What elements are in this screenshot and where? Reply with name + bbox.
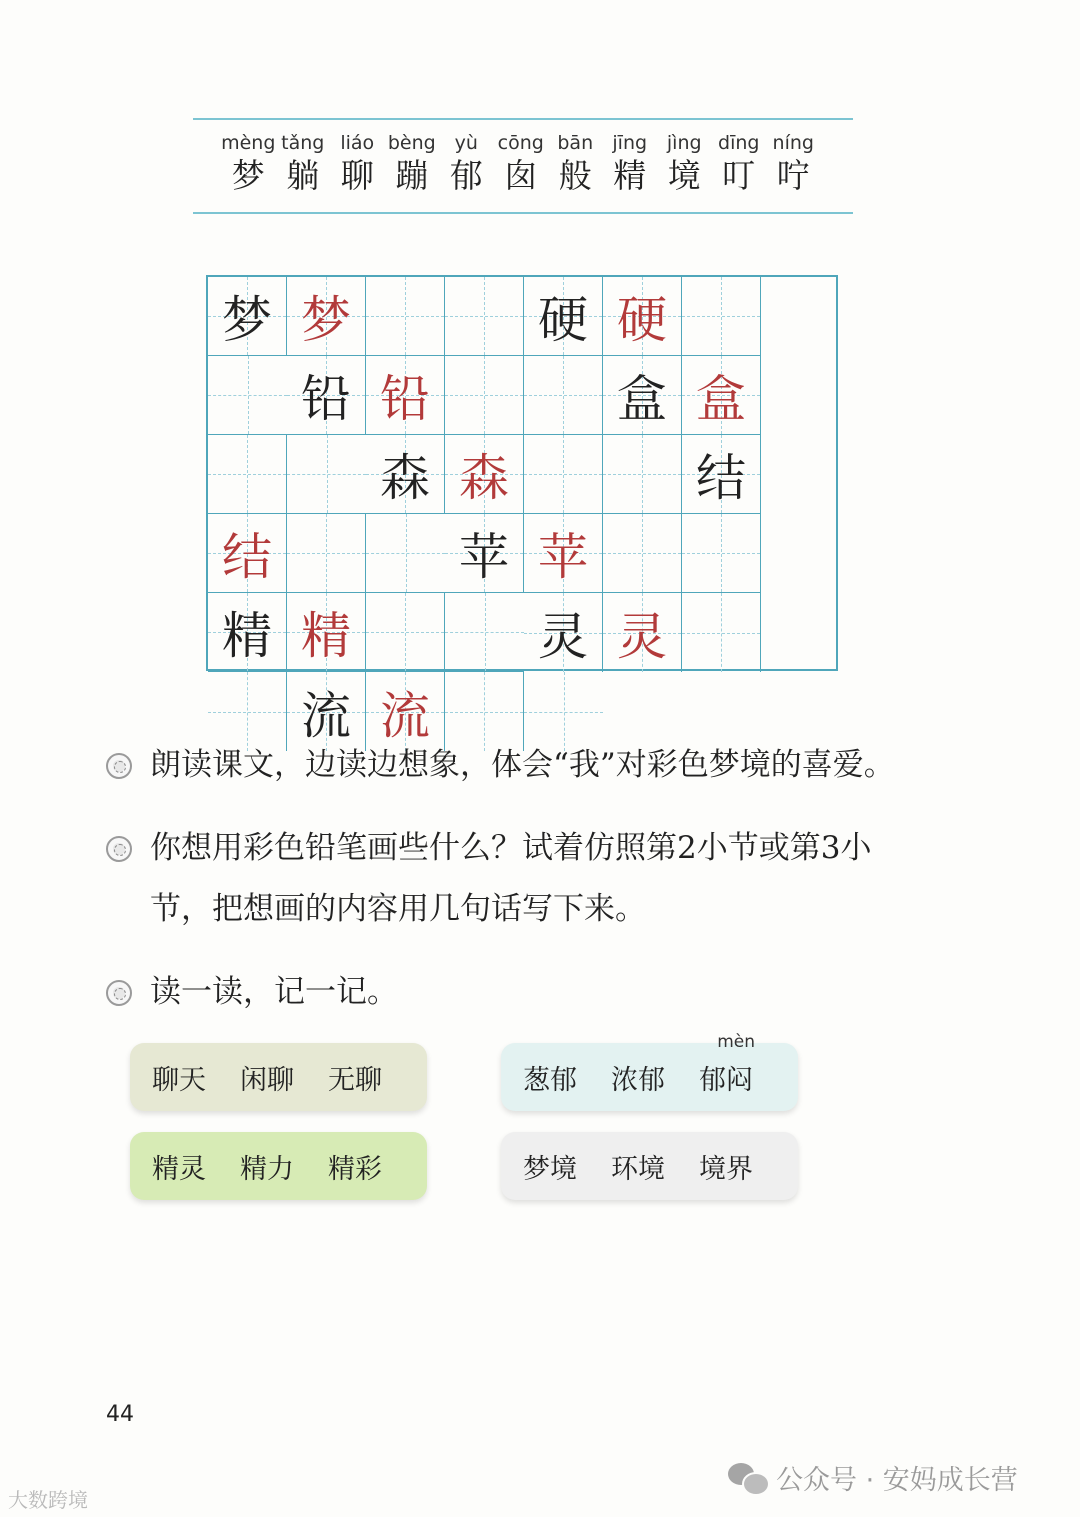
grid-char-text: 结 bbox=[222, 528, 272, 586]
watermark-left: 大数跨境 bbox=[8, 1488, 88, 1512]
grid-char-text: 精 bbox=[222, 607, 272, 665]
grid-char-text: 硬 bbox=[538, 291, 588, 349]
word: 浓郁 bbox=[611, 1064, 665, 1096]
grid-empty-cell bbox=[366, 593, 445, 672]
vocab-pinyin: jìng bbox=[666, 132, 702, 154]
word-group-box bbox=[130, 1132, 427, 1200]
word-pinyin-annotation: mèn bbox=[717, 1031, 755, 1052]
word: 精灵 bbox=[152, 1153, 206, 1185]
grid-model-char bbox=[287, 277, 366, 356]
grid-empty-cell bbox=[445, 277, 524, 356]
vocab-char: 精 bbox=[613, 156, 647, 195]
vocab-char: 囱 bbox=[504, 156, 538, 195]
word: 无聊 bbox=[328, 1064, 382, 1096]
word-group-box bbox=[130, 1043, 427, 1111]
grid-char-text: 森 bbox=[380, 449, 430, 507]
grid-char-text: 流 bbox=[380, 686, 430, 745]
word-group-box bbox=[501, 1031, 798, 1111]
vocab-char: 聊 bbox=[340, 156, 374, 195]
grid-empty-cell bbox=[208, 356, 287, 435]
grid-char-text: 梦 bbox=[222, 291, 272, 349]
grid-empty-cell bbox=[445, 593, 524, 672]
grid-char-text: 精 bbox=[301, 607, 351, 665]
vocab-item bbox=[548, 130, 603, 196]
page-number: 44 bbox=[106, 1402, 134, 1427]
vocab-pinyin: tǎng bbox=[281, 132, 325, 154]
vocab-pinyin: bèng bbox=[387, 132, 436, 154]
word: 梦境 bbox=[523, 1153, 577, 1185]
instruction-2-line-2: 节，把想画的内容用几句话写下来。 bbox=[150, 891, 646, 927]
instruction-1: 朗读课文，边读边想象，体会“我”对彩色梦境的喜爱。 bbox=[150, 747, 895, 783]
word-group-box bbox=[501, 1132, 798, 1200]
grid-char-text: 森 bbox=[459, 449, 509, 507]
vocab-pinyin: yù bbox=[454, 132, 478, 154]
vocab-item bbox=[494, 130, 549, 196]
grid-char-text: 硬 bbox=[617, 291, 667, 349]
grid-model-char bbox=[603, 593, 682, 672]
grid-empty-cell bbox=[603, 435, 682, 514]
grid-char-text: 苹 bbox=[538, 528, 588, 586]
question-icon bbox=[106, 836, 132, 862]
vocab-char: 躺 bbox=[286, 156, 320, 195]
vocab-pinyin: jīng bbox=[612, 132, 648, 154]
grid-empty-cell bbox=[682, 514, 761, 593]
vocab-row bbox=[221, 130, 821, 196]
word: 境界 bbox=[699, 1153, 753, 1185]
grid-empty-cell bbox=[366, 514, 445, 593]
grid-char-text: 流 bbox=[301, 686, 351, 745]
watermark-right bbox=[728, 1458, 1018, 1497]
vocab-char: 梦 bbox=[231, 156, 265, 195]
grid-char bbox=[445, 514, 524, 593]
wechat-icon bbox=[728, 1463, 768, 1493]
grid-empty-cell bbox=[603, 514, 682, 593]
grid-model-char bbox=[445, 435, 524, 514]
grid-model-char bbox=[524, 514, 603, 593]
grid-char bbox=[603, 356, 682, 435]
word: 郁闷 mèn bbox=[699, 1031, 755, 1096]
vocab-char: 叮 bbox=[722, 156, 756, 195]
grid-empty-cell bbox=[366, 277, 445, 356]
question-icon bbox=[106, 753, 132, 779]
grid-char-text: 结 bbox=[696, 449, 746, 507]
grid-empty-cell bbox=[682, 277, 761, 356]
word: 聊天 bbox=[152, 1064, 206, 1096]
vocab-item bbox=[657, 130, 712, 196]
grid-char bbox=[287, 356, 366, 435]
word: 精力 bbox=[240, 1153, 294, 1185]
vocab-item bbox=[276, 130, 331, 196]
vocab-item bbox=[439, 130, 494, 196]
grid-empty-cell bbox=[208, 435, 287, 514]
grid-empty-cell bbox=[682, 593, 761, 672]
grid-empty-cell bbox=[287, 514, 366, 593]
vocab-char: 咛 bbox=[776, 156, 810, 195]
grid-model-char bbox=[366, 356, 445, 435]
vocab-item bbox=[330, 130, 385, 196]
watermark-right-text: 公众号 · 安妈成长营 bbox=[776, 1465, 1018, 1496]
grid-char-text: 铅 bbox=[380, 370, 430, 428]
grid-empty-cell bbox=[524, 356, 603, 435]
vocab-item bbox=[221, 130, 276, 196]
grid-char-text: 灵 bbox=[538, 607, 588, 666]
grid-empty-cell bbox=[445, 356, 524, 435]
vocab-pinyin: liáo bbox=[340, 132, 375, 154]
grid-char bbox=[208, 277, 287, 356]
grid-char-text: 苹 bbox=[459, 528, 509, 586]
word: 葱郁 bbox=[523, 1064, 577, 1096]
grid-empty-cell bbox=[287, 435, 366, 514]
vocab-band bbox=[193, 118, 853, 214]
writing-grid bbox=[206, 275, 838, 745]
question-icon bbox=[106, 980, 132, 1006]
grid-char-text: 梦 bbox=[301, 291, 351, 349]
vocab-char: 郁 bbox=[449, 156, 483, 195]
vocab-pinyin: dīng bbox=[718, 132, 760, 154]
vocab-pinyin: bān bbox=[557, 132, 594, 154]
grid-char-text: 铅 bbox=[301, 370, 351, 428]
word: 环境 bbox=[611, 1153, 665, 1185]
vocab-item bbox=[712, 130, 767, 196]
grid-char bbox=[524, 277, 603, 356]
word: 闲聊 bbox=[240, 1064, 294, 1096]
grid-model-char bbox=[603, 277, 682, 356]
vocab-item bbox=[385, 130, 440, 196]
grid-char-text: 盒 bbox=[696, 370, 746, 428]
word: 精彩 bbox=[328, 1153, 382, 1185]
grid-char-text: 盒 bbox=[617, 370, 667, 428]
grid-char bbox=[524, 593, 603, 672]
grid-char bbox=[208, 593, 287, 672]
grid-model-char bbox=[208, 514, 287, 593]
vocab-pinyin: níng bbox=[772, 132, 814, 154]
grid-char-text: 灵 bbox=[617, 607, 667, 666]
instruction-3: 读一读，记一记。 bbox=[150, 974, 398, 1010]
instruction-2-line-1: 你想用彩色铅笔画些什么？试着仿照第2小节或第3小 bbox=[150, 830, 872, 866]
grid-char bbox=[366, 435, 445, 514]
vocab-char: 般 bbox=[558, 156, 592, 195]
vocab-char: 蹦 bbox=[395, 156, 429, 195]
vocab-pinyin: mèng bbox=[221, 132, 276, 154]
vocab-item bbox=[766, 130, 821, 196]
vocab-pinyin: cōng bbox=[497, 132, 544, 154]
grid-model-char bbox=[287, 593, 366, 672]
grid-empty-cell bbox=[524, 435, 603, 514]
vocab-item bbox=[603, 130, 658, 196]
vocab-char: 境 bbox=[667, 156, 701, 195]
grid-model-char bbox=[682, 356, 761, 435]
grid-char bbox=[682, 435, 761, 514]
